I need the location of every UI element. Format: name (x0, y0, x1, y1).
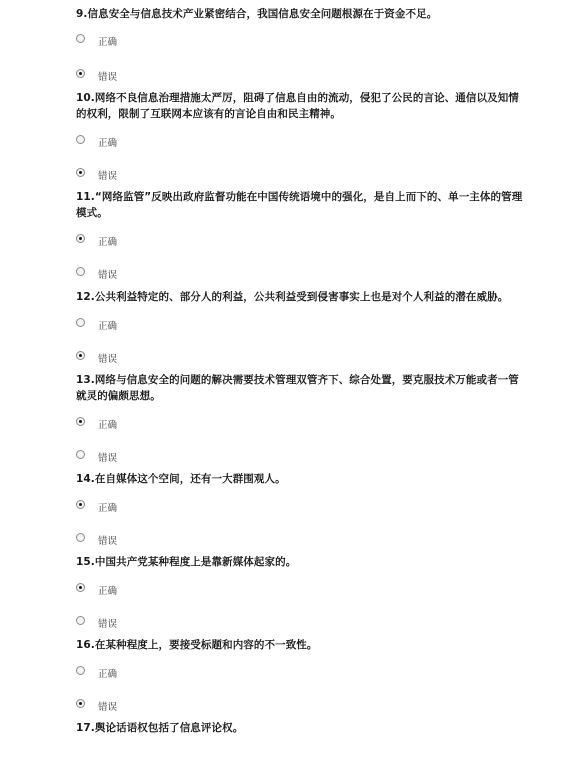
radio-button[interactable] (76, 351, 85, 360)
option-label: 正确 (98, 669, 118, 680)
radio-button[interactable] (76, 234, 85, 243)
radio-button[interactable] (76, 267, 85, 276)
option-label: 错误 (98, 619, 118, 630)
option-true[interactable] (76, 578, 117, 596)
option-false[interactable] (76, 262, 117, 280)
question-text: 12.公共利益特定的、部分人的利益，公共利益受到侵害事实上也是对个人利益的潜在威胁。 (76, 291, 509, 303)
radio-button[interactable] (76, 168, 85, 177)
radio-button[interactable] (76, 500, 85, 509)
question-text: 15.中国共产党某种程度上是靠新媒体起家的。 (76, 556, 297, 568)
question-16 (76, 637, 528, 713)
option-false[interactable] (76, 64, 117, 82)
question-text: 11.“网络监管”反映出政府监督功能在中国传统语境中的强化，是自上而下的、单一主体的管理模式。 (76, 191, 523, 219)
option-false[interactable] (76, 528, 117, 546)
option-label: 错误 (98, 72, 118, 83)
question-11 (76, 189, 528, 281)
option-label: 错误 (98, 354, 118, 365)
question-text: 10.网络不良信息治理措施太严厉，阻碍了信息自由的流动，侵犯了公民的言论、通信以及知情的权利，限制了互联网本应该有的言论自由和民主精神。 (76, 92, 519, 120)
option-label: 正确 (98, 503, 118, 514)
question-text: 13.网络与信息安全的问题的解决需要技术管理双管齐下、综合处置，要克服技术万能或者一管就灵的偏颇思想。 (76, 374, 519, 402)
question-13 (76, 372, 528, 464)
option-label: 错误 (98, 702, 118, 713)
question-text: 9.信息安全与信息技术产业紧密结合，我国信息安全问题根源在于资金不足。 (76, 8, 438, 20)
option-false[interactable] (76, 611, 117, 629)
option-true[interactable] (76, 661, 117, 679)
option-true[interactable] (76, 495, 117, 513)
radio-button[interactable] (76, 583, 85, 592)
radio-button[interactable] (76, 34, 85, 43)
question-9 (76, 6, 528, 83)
option-label: 错误 (98, 536, 118, 547)
option-true[interactable] (76, 29, 117, 47)
question-text: 16.在某种程度上，要接受标题和内容的不一致性。 (76, 639, 318, 651)
option-label: 正确 (98, 37, 118, 48)
question-10 (76, 90, 528, 182)
radio-button[interactable] (76, 666, 85, 675)
radio-button[interactable] (76, 318, 85, 327)
radio-button[interactable] (76, 450, 85, 459)
question-17 (76, 720, 528, 736)
option-label: 错误 (98, 270, 118, 281)
question-text: 17.舆论话语权包括了信息评论权。 (76, 722, 244, 734)
option-label: 正确 (98, 237, 118, 248)
question-14 (76, 471, 528, 547)
option-true[interactable] (76, 229, 117, 247)
option-label: 正确 (98, 420, 118, 431)
radio-button[interactable] (76, 616, 85, 625)
option-label: 错误 (98, 453, 118, 464)
option-label: 正确 (98, 138, 118, 149)
question-12 (76, 289, 528, 365)
option-label: 正确 (98, 321, 118, 332)
radio-button[interactable] (76, 533, 85, 542)
option-false[interactable] (76, 346, 117, 364)
radio-button[interactable] (76, 135, 85, 144)
question-15 (76, 554, 528, 630)
radio-button[interactable] (76, 417, 85, 426)
radio-button[interactable] (76, 69, 85, 78)
option-true[interactable] (76, 130, 117, 148)
radio-button[interactable] (76, 699, 85, 708)
option-true[interactable] (76, 313, 117, 331)
option-false[interactable] (76, 694, 117, 712)
option-label: 正确 (98, 586, 118, 597)
option-label: 错误 (98, 171, 118, 182)
question-text: 14.在自媒体这个空间，还有一大群围观人。 (76, 473, 286, 485)
option-false[interactable] (76, 445, 117, 463)
option-false[interactable] (76, 163, 117, 181)
option-true[interactable] (76, 412, 117, 430)
